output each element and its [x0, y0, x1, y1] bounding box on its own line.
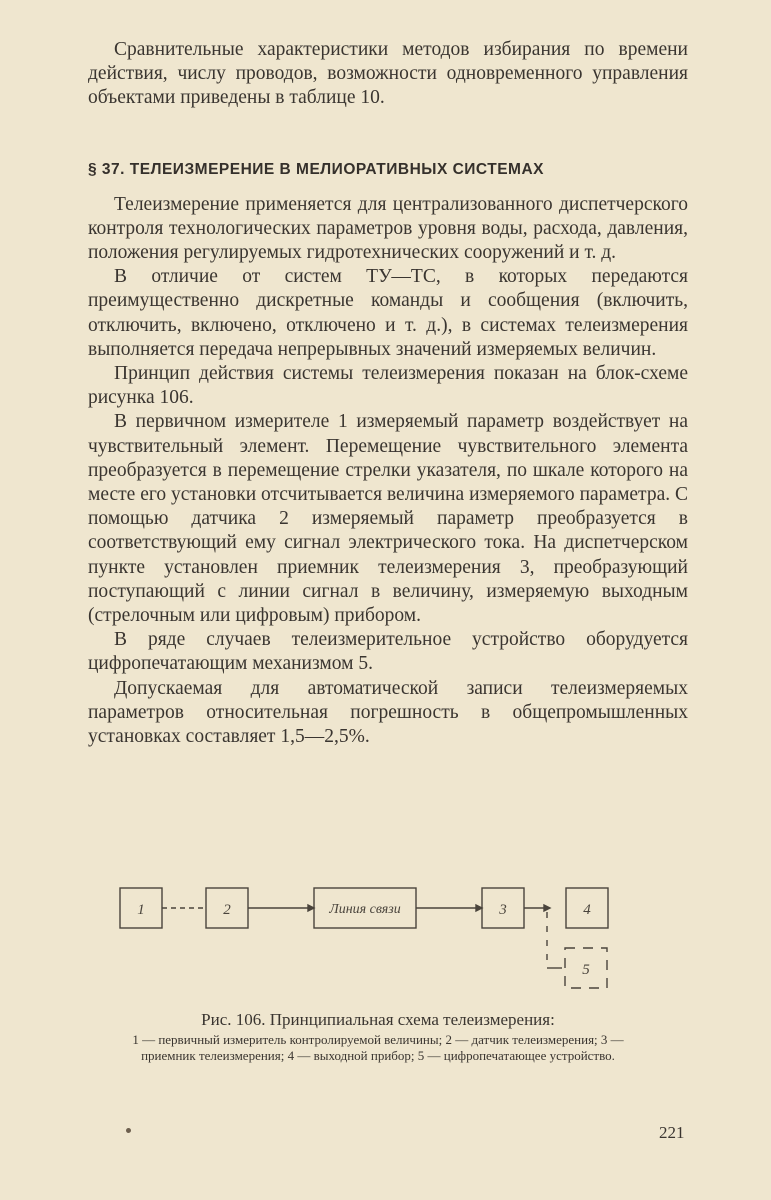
paragraph-1: Телеизмерение применяется для централизованного диспетчерского контроля технологических параметров уровня воды, расхода, давления, положения регулируемых гидротехнических сооружений и т. д.	[88, 193, 688, 264]
figure-caption	[118, 1010, 638, 1064]
page-body	[88, 38, 688, 749]
block-1-label: 1	[137, 902, 145, 918]
paragraph-3: Принцип действия системы телеизмерения показан на блок-схеме рисунка 106.	[88, 363, 688, 409]
paragraph-5: В ряде случаев телеизмерительное устройство оборудуется цифропечатающим механизмом 5.	[88, 629, 688, 675]
arrow-icon	[308, 905, 314, 911]
paragraph-6: Допускаемая для автоматической записи телеизмеряемых параметров относительная погрешность в общепромышленных установках составляет 1,5—2,5%.	[88, 677, 688, 748]
print-dot	[126, 1128, 131, 1133]
block-diagram	[100, 868, 660, 1008]
section-heading: § 37. ТЕЛЕИЗМЕРЕНИЕ В МЕЛИОРАТИВНЫХ СИСТЕМАХ	[88, 160, 544, 178]
communication-line-label: Линия связи	[329, 902, 401, 917]
intro-paragraph: Сравнительные характеристики методов избирания по времени действия, числу проводов, возможности одновременного управления объектами приведены в таблице 10.	[88, 39, 688, 109]
block-5-label: 5	[582, 962, 590, 978]
paragraph-4: В первичном измерителе 1 измеряемый параметр воздействует на чувствительный элемент. Перемещение чувствительного элемента преобразуется в перемещение стрелки указателя, по шкале которого на месте его установки отсчитывается величина измеряемого параметра. С помощью датчика 2 измеряемый параметр преобразуется в соответствующий ему сигнал электрического тока. На диспетчерском пункте установлен приемник телеизмерения 3, преобразующий поступающий с линии сигнал в величину, измеряемую выходным (стрелочным или цифровым) прибором.	[88, 411, 688, 627]
arrow-icon	[476, 905, 482, 911]
arrow-icon	[544, 905, 550, 911]
block-3-label: 3	[499, 902, 507, 918]
page-number: 221	[659, 1123, 685, 1142]
paragraph-2: В отличие от систем ТУ—ТС, в которых передаются преимущественно дискретные команды и сообщения (включить, отключить, включено, отключено и т. д.), в системах телеизмерения выполняется передача непрерывных значений измеряемых величин.	[88, 266, 688, 360]
block-2-label: 2	[223, 902, 231, 918]
caption-title: Рис. 106. Принципиальная схема телеизмерения:	[201, 1010, 555, 1029]
caption-text: 1 — первичный измеритель контролируемой величины; 2 — датчик телеизмерения; 3 — приемник телеизмерения; 4 — выходной прибор; 5 — цифропечатающее устройство.	[132, 1032, 624, 1063]
block-4-label: 4	[583, 902, 591, 918]
